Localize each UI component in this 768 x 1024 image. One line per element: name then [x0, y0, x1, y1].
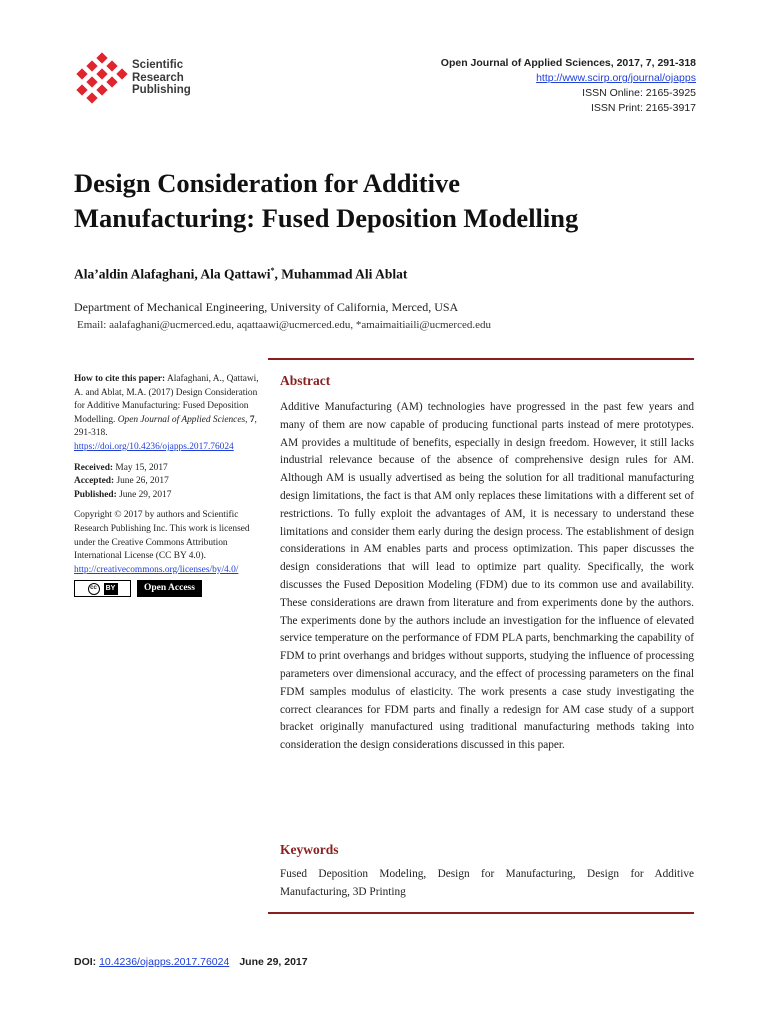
doi-link[interactable]: https://doi.org/10.4236/ojapps.2017.76024	[74, 441, 234, 452]
author-list	[74, 266, 407, 283]
cite-volume: 7	[249, 414, 255, 425]
article-sidebar	[74, 373, 264, 597]
journal-url-link[interactable]: http://www.scirp.org/journal/ojapps	[536, 72, 696, 84]
accepted-date	[74, 475, 264, 489]
published-label: Published:	[74, 489, 117, 500]
keywords-heading: Keywords	[280, 842, 339, 857]
cite-journal: Open Journal of Applied Sciences	[117, 414, 246, 425]
cite-pages: , 291-318.	[74, 414, 257, 439]
divider-bottom	[268, 912, 694, 914]
journal-citation-line: Open Journal of Applied Sciences, 2017, 7, 291-318	[440, 57, 696, 69]
published-date	[74, 489, 264, 503]
cite-text: Alafaghani, A., Qattawi, A. and Ablat, M.A. (2017) Design Consideration for Additive Manufacturing: Fused Deposition Modelling.	[74, 374, 259, 425]
accepted-value: June 26, 2017	[114, 476, 169, 487]
by-icon: BY	[104, 583, 118, 595]
received-value: May 15, 2017	[113, 462, 168, 473]
footer-doi-label: DOI:	[74, 956, 100, 968]
license-badges	[74, 580, 264, 597]
accepted-label: Accepted:	[74, 476, 115, 487]
page-footer	[74, 956, 308, 968]
open-access-badge: Open Access	[137, 580, 202, 597]
cc-by-license-icon[interactable]	[74, 580, 131, 597]
cite-comma: ,	[245, 414, 250, 425]
citation-block	[74, 373, 264, 441]
cite-label: How to cite this paper:	[74, 374, 166, 384]
license-link[interactable]: http://creativecommons.org/licenses/by/4.0/	[74, 564, 239, 575]
issn-online: ISSN Online: 2165-3925	[582, 87, 696, 99]
publisher-line: Publishing	[132, 84, 191, 96]
issn-print: ISSN Print: 2165-3917	[590, 102, 696, 114]
published-value: June 29, 2017	[116, 489, 172, 500]
publisher-line: Scientific	[132, 59, 184, 71]
journal-info	[441, 56, 696, 116]
author-name: , Muhammad Ali Ablat	[274, 266, 408, 282]
title-line-1: Design Consideration for Additive	[74, 168, 460, 198]
copyright-notice: Copyright © 2017 by authors and Scientific Research Publishing Inc. This work is licensed under the Creative Commons Attribution International License (CC BY 4.0).	[74, 510, 250, 562]
publisher-line: Research	[132, 71, 184, 84]
cc-icon: cc	[88, 583, 100, 595]
publisher-name	[132, 59, 191, 97]
article-title	[74, 166, 714, 236]
author-name: Ala’aldin Alafaghani,	[74, 266, 201, 282]
footer-date: June 29, 2017	[239, 956, 308, 968]
corresponding-author-mark: *	[270, 266, 275, 275]
logo-diamond-icon	[74, 52, 132, 110]
keywords-text: Fused Deposition Modeling, Design for Manufacturing, Design for Additive Manufacturing, 3D Printing	[280, 868, 694, 898]
footer-doi-link[interactable]: 10.4236/ojapps.2017.76024	[99, 956, 230, 968]
email-list: Email: aalafaghani@ucmerced.edu, aqattaawi@ucmerced.edu, *amaimaitiaili@ucmerced.edu	[77, 319, 491, 331]
publisher-logo	[74, 52, 204, 110]
author-name: Ala Qattawi	[200, 266, 271, 282]
divider-top	[268, 358, 694, 360]
abstract-heading: Abstract	[280, 373, 331, 388]
abstract-text: Additive Manufacturing (AM) technologies have progressed in the past few years and many of them are now capable of producing functional parts instead of mere prototypes. AM provides a multitude of benefits, especially in design freedom. However, it still lacks industrial relevance because of the absence of comprehensive design rules for AM. Although AM is usually advertised as being the solution for all traditional manufacturing design limitations, the fact is that AM only replaces these limitations with a different set of restrictions. To fully exploit the advantages of AM, it is necessary to understand these limitations and consider them early during the design process. The establishment of design considerations in AM enables parts and process optimization. This paper discusses the design considerations that will lead to optimize part quality. Specifically, the work discusses the Fused Deposition Modeling (FDM) due to its common use and availability. These considerations are drawn from literature and from experiments done by the authors. The experiments done by the authors include an investigation for the influence of elevated service temperature on the performance of FDM PLA parts, benchmarking the capability of FDM to print overhangs and bridges without supports, studying the influence of processing parameters over dimensional accuracy, and the effect of processing parameters on the final FDM samples modulus of elasticity. The work presents a case study investigating the correct clearances for FDM parts and finally a redesign for AM case study of a support bracket originally manufactured using traditional manufacturing methods taking into consideration the design considerations discussed in this paper.	[280, 401, 694, 752]
received-date	[74, 462, 264, 476]
received-label: Received:	[74, 462, 114, 473]
affiliation: Department of Mechanical Engineering, University of California, Merced, USA	[74, 300, 459, 314]
title-line-2: Manufacturing: Fused Deposition Modelling	[74, 203, 579, 233]
